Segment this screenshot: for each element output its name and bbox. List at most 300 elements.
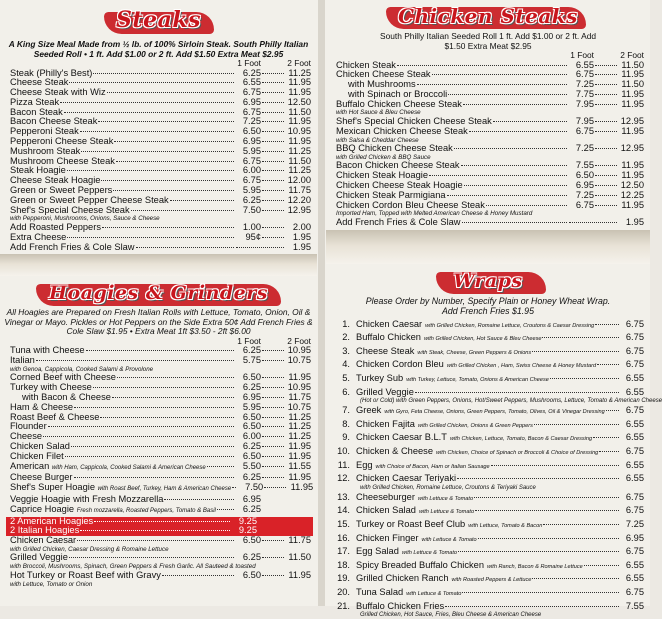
item-price: 6.55 bbox=[625, 573, 644, 584]
leader-dots bbox=[262, 417, 284, 418]
hoagies-banner bbox=[0, 278, 317, 308]
price-1-foot: 6.75 bbox=[242, 175, 261, 186]
wrap-item bbox=[326, 405, 650, 419]
price-1-foot: 6.50 bbox=[242, 126, 261, 137]
item-name-text: Hot Turkey or Roast Beef with Gravy bbox=[10, 569, 161, 580]
leader-dots bbox=[463, 104, 567, 105]
leader-dots bbox=[397, 65, 567, 66]
price-2-foot: 11.55 bbox=[288, 460, 311, 471]
item-name-text: Add Roasted Peppers bbox=[10, 221, 101, 232]
item-name: Greek bbox=[356, 405, 382, 416]
item-description: with Gyro, Feta Cheese, Onions, Green Peppers, Tomato, Olives, Oil & Vinegar Dressing bbox=[384, 409, 605, 416]
price-1-foot: 6.55 bbox=[575, 59, 594, 70]
item-name: Spicy Breaded Buffalo Chicken bbox=[356, 559, 484, 570]
menu-item bbox=[0, 536, 317, 546]
leader-dots bbox=[606, 410, 619, 411]
price-1-foot: 6.50 bbox=[242, 372, 261, 383]
leader-dots bbox=[262, 200, 284, 201]
price-1-foot: 5.95 bbox=[242, 185, 261, 196]
item-name: Chicken Caesar B.L.T bbox=[356, 432, 447, 443]
item-description: with Lettuce & Tomato bbox=[401, 550, 458, 557]
leader-dots bbox=[462, 222, 567, 223]
col-1-foot: 1 Foot bbox=[570, 50, 594, 60]
price-2-foot: 11.95 bbox=[288, 77, 311, 88]
leader-dots bbox=[164, 499, 234, 500]
price-1-foot: 6.00 bbox=[242, 165, 261, 176]
wrap-item bbox=[326, 319, 650, 333]
item-name-text: Shef's Super Hoagie bbox=[10, 482, 95, 493]
item-name-text: Green or Sweet Pepper Cheese Steak bbox=[10, 194, 169, 205]
item-name bbox=[336, 144, 453, 154]
col-1-foot: 1 Foot bbox=[237, 335, 261, 346]
steaks-title: Steaks bbox=[116, 7, 201, 33]
leader-dots bbox=[262, 557, 284, 558]
price-2-foot: 11.25 bbox=[288, 431, 311, 442]
item-price: 6.55 bbox=[625, 559, 644, 570]
item-name-text: Chicken Cheese Steak Hoagie bbox=[336, 179, 463, 190]
item-name-text: with Bacon & Cheese bbox=[22, 392, 111, 403]
item-name: Tuna Salad bbox=[356, 586, 404, 597]
leader-dots bbox=[595, 148, 617, 149]
item-description: with Grilled Chicken & BBQ Sauce bbox=[336, 153, 431, 161]
price-1-foot: 6.95 bbox=[242, 494, 261, 504]
price-2-foot: 11.95 bbox=[621, 160, 644, 171]
leader-dots bbox=[493, 121, 567, 122]
price-2-foot: 11.25 bbox=[288, 145, 311, 156]
item-name-text: Extra Cheese bbox=[10, 231, 67, 242]
item-description: with Lettuce, Tomato or Onion bbox=[10, 580, 93, 588]
item-name-text: Tuna with Cheese bbox=[10, 345, 85, 356]
item-number: 20. bbox=[337, 586, 350, 597]
leader-dots bbox=[94, 521, 230, 522]
item-name: Buffalo Chicken bbox=[356, 332, 421, 343]
item-description: with Ranch, Bacon & Romaine Lettuce bbox=[487, 563, 583, 570]
item-name-text: Pepperoni Steak bbox=[10, 126, 79, 137]
leader-dots bbox=[232, 487, 236, 488]
leader-dots bbox=[43, 436, 234, 437]
item-name-text: Pizza Steak bbox=[10, 96, 60, 107]
price-2-foot: 10.95 bbox=[287, 126, 311, 137]
leader-dots bbox=[262, 92, 284, 93]
wrap-item bbox=[326, 560, 650, 574]
col-2-foot: 2 Foot bbox=[287, 58, 311, 68]
leader-dots bbox=[584, 565, 619, 566]
price-1-foot: 6.95 bbox=[242, 392, 261, 403]
leader-dots bbox=[595, 121, 617, 122]
item-name bbox=[10, 356, 35, 366]
leader-dots bbox=[262, 387, 284, 388]
item-description: Imported Ham, Topped with Melted American Cheese & Honey Mustard bbox=[336, 210, 533, 218]
leader-dots bbox=[262, 446, 284, 447]
item-name bbox=[336, 201, 485, 211]
leader-dots bbox=[595, 74, 617, 75]
price-1-foot: 7.25 bbox=[575, 143, 594, 154]
leader-dots bbox=[447, 195, 567, 196]
price-2-foot: 10.95 bbox=[287, 345, 311, 356]
price-2-foot: 11.95 bbox=[621, 69, 644, 80]
price-1-foot: 6.95 bbox=[575, 179, 594, 190]
item-number: 15. bbox=[337, 518, 350, 529]
price-2-foot: 11.95 bbox=[621, 88, 644, 99]
item-number: 19. bbox=[337, 573, 350, 584]
item-name-text: Flounder bbox=[10, 421, 47, 432]
price-2-foot: 12.50 bbox=[287, 96, 311, 107]
item-name: Chicken Fajita bbox=[356, 418, 415, 429]
chicken-steaks-list bbox=[326, 61, 650, 228]
leader-dots bbox=[445, 606, 619, 607]
leader-dots bbox=[262, 210, 284, 211]
item-name-text: Shef's Special Chicken Cheese Steak bbox=[336, 115, 492, 126]
item-name-text: Chicken Salad bbox=[10, 441, 70, 452]
steaks-subtitle: A King Size Meal Made from ½ lb. of 100% Sirloin Steak. South Philly Italian Seeded Roll • 1 ft. Add $1.00 or 2 ft. Add $1.50 Extra Meat $2.95 bbox=[8, 39, 309, 59]
leader-dots bbox=[262, 237, 284, 238]
leader-dots bbox=[170, 200, 234, 201]
item-description: with Genoa, Cappicola, Cooked Salami & Provolone bbox=[10, 365, 154, 373]
leader-dots bbox=[81, 151, 234, 152]
price-1-foot: 6.25 bbox=[242, 382, 261, 393]
chicken-steaks-subtitle: South Philly Italian Seeded Roll 1 ft. Add $1.00 or 2 ft. Add $1.50 Extra Meat $2.95 bbox=[379, 31, 597, 51]
price-1-foot: 7.95 bbox=[575, 115, 594, 126]
price-2-foot: 11.50 bbox=[288, 155, 311, 166]
item-price: 6.75 bbox=[625, 359, 644, 370]
item-name-text: Add French Fries & Cole Slaw bbox=[10, 241, 135, 252]
leader-dots bbox=[543, 524, 619, 525]
price-1-foot: 6.00 bbox=[242, 431, 261, 442]
item-description: with Choice of Bacon, Ham or Italian Sausage bbox=[375, 463, 490, 470]
price-1-foot: 7.25 bbox=[575, 189, 594, 200]
price-2-foot: 11.95 bbox=[288, 441, 311, 452]
leader-dots bbox=[595, 65, 617, 66]
item-price: 6.75 bbox=[625, 546, 644, 557]
item-name-text: Chicken Cheese Steak bbox=[336, 69, 431, 80]
item-description: with Roast Beef, Turkey, Ham & American Cheese bbox=[97, 486, 232, 493]
menu-item bbox=[0, 206, 317, 216]
price-1-foot: 6.75 bbox=[575, 69, 594, 80]
item-description: with Grilled Chicken, Romaine Lettuce, Croutons & Caesar Dressing bbox=[425, 322, 595, 329]
item-name-text: Steak Hoagie bbox=[10, 165, 66, 176]
item-name-text: Bacon Steak bbox=[10, 106, 63, 117]
item-price: 6.75 bbox=[625, 586, 644, 597]
leader-dots bbox=[107, 92, 234, 93]
price-2-foot: 12.95 bbox=[287, 204, 311, 215]
leader-dots bbox=[432, 74, 567, 75]
item-name-text: Chicken Filet bbox=[10, 450, 64, 461]
leader-dots bbox=[262, 477, 284, 478]
price-2-foot: 12.50 bbox=[620, 179, 644, 190]
item-description: with Broccoli, Mushrooms, Spinach, Green Peppers & Fresh Garlic. All Sauteed & toasted bbox=[10, 563, 256, 571]
leader-dots bbox=[464, 185, 567, 186]
leader-dots bbox=[262, 350, 284, 351]
item-price: 7.55 bbox=[625, 600, 644, 611]
leader-dots bbox=[595, 84, 617, 85]
wrap-item bbox=[326, 432, 650, 446]
item-name: Grilled Chicken Ranch bbox=[356, 573, 449, 584]
price-1-foot: 6.75 bbox=[242, 155, 261, 166]
item-number: 13. bbox=[337, 491, 350, 502]
leader-dots bbox=[136, 247, 234, 248]
item-number: 2. bbox=[342, 332, 350, 343]
price-1-foot: 7.95 bbox=[575, 98, 594, 109]
item-description: with Chicken, Lettuce, Tomato, Bacon & Caesar Dressing bbox=[449, 436, 593, 443]
item-name: Chicken Cordon Bleu bbox=[356, 359, 444, 370]
item-name-text: Bacon Cheese Steak bbox=[10, 116, 98, 127]
item-price: 6.55 bbox=[625, 432, 644, 443]
leader-dots bbox=[599, 451, 619, 452]
menu-item bbox=[0, 346, 317, 356]
item-price: 6.75 bbox=[625, 345, 644, 356]
item-name-text: Shef's Special Cheese Steak bbox=[10, 204, 130, 215]
item-name-text: Chicken Steak bbox=[336, 59, 396, 70]
item-number: 11. bbox=[337, 459, 350, 470]
leader-dots bbox=[429, 175, 567, 176]
food-photo bbox=[0, 254, 317, 276]
item-description: with Grilled Chicken, Hot Sauce & Bleu Cheese bbox=[423, 336, 542, 343]
leader-dots bbox=[262, 466, 284, 467]
price-2-foot: 11.75 bbox=[288, 185, 311, 196]
item-description: with Grilled Chicken, Romaine Lettuce, Croutons & Teriyaki Sauce bbox=[360, 484, 536, 491]
leader-dots bbox=[93, 73, 234, 74]
price-2-foot: 11.25 bbox=[288, 421, 311, 432]
price-1-foot: 6.25 bbox=[242, 472, 261, 483]
wrap-item bbox=[326, 519, 650, 533]
item-name-text: Italian bbox=[10, 355, 35, 366]
leader-dots bbox=[236, 247, 284, 248]
wrap-item bbox=[326, 346, 650, 360]
leader-dots bbox=[60, 102, 234, 103]
price-2-foot: 11.50 bbox=[621, 59, 644, 70]
item-name: Buffalo Chicken Fries bbox=[356, 600, 445, 611]
wrap-item bbox=[326, 419, 650, 433]
leader-dots bbox=[461, 165, 567, 166]
leader-dots bbox=[36, 360, 234, 361]
price-2-foot: 10.75 bbox=[287, 401, 311, 412]
item-number: 12. bbox=[337, 473, 350, 484]
leader-dots bbox=[131, 210, 234, 211]
leader-dots bbox=[69, 82, 234, 83]
leader-dots bbox=[114, 141, 234, 142]
price-1-foot: 6.25 bbox=[242, 194, 261, 205]
leader-dots bbox=[569, 222, 617, 223]
menu-item bbox=[0, 553, 317, 563]
leader-dots bbox=[93, 387, 234, 388]
wrap-item bbox=[326, 573, 650, 587]
menu-item bbox=[0, 413, 317, 423]
leader-dots bbox=[542, 337, 619, 338]
item-name-text: Turkey with Cheese bbox=[10, 382, 92, 393]
leader-dots bbox=[98, 121, 234, 122]
item-name-text: 2 American Hoagies bbox=[10, 515, 94, 526]
leader-dots bbox=[262, 377, 284, 378]
leader-dots bbox=[262, 540, 284, 541]
item-price: 6.55 bbox=[625, 459, 644, 470]
leader-dots bbox=[262, 161, 284, 162]
item-name-text: Chicken Steak Hoagie bbox=[336, 170, 428, 181]
leader-dots bbox=[417, 84, 567, 85]
item-name-text: Cheese bbox=[10, 431, 43, 442]
hoagies-list bbox=[0, 346, 317, 588]
item-name-text: Grilled Veggie bbox=[10, 552, 68, 563]
price-2-foot: 11.95 bbox=[288, 472, 311, 483]
leader-dots bbox=[262, 436, 284, 437]
price-2-foot: 10.95 bbox=[287, 382, 311, 393]
price-1-foot: 6.25 bbox=[242, 345, 261, 356]
leader-dots bbox=[65, 456, 234, 457]
leader-dots bbox=[262, 131, 284, 132]
leader-dots bbox=[532, 578, 619, 579]
item-name-text: 2 Italian Hoagies bbox=[10, 525, 80, 536]
leader-dots bbox=[262, 82, 284, 83]
item-price: 6.95 bbox=[625, 532, 644, 543]
item-name-text: Corned Beef with Cheese bbox=[10, 372, 116, 383]
item-name: Chicken & Cheese bbox=[356, 446, 433, 456]
item-name-text: Veggie Hoagie with Fresh Mozzarella bbox=[10, 494, 164, 504]
leader-dots bbox=[595, 131, 617, 132]
menu-item bbox=[326, 218, 650, 228]
item-description: with Lettuce & Tomato bbox=[417, 495, 474, 502]
leader-dots bbox=[595, 195, 617, 196]
item-description: with Grilled Chicken , Ham, Swiss Cheese & Honey Mustard bbox=[446, 363, 597, 370]
wrap-item bbox=[326, 387, 650, 399]
item-number: 7. bbox=[342, 405, 350, 416]
wraps-title: Wraps bbox=[453, 269, 523, 292]
price-2-foot: 11.50 bbox=[288, 552, 311, 563]
item-price: 7.25 bbox=[625, 518, 644, 529]
item-number: 5. bbox=[342, 373, 350, 384]
price-2-foot: 11.25 bbox=[288, 411, 311, 422]
item-description: with Steak, Cheese, Green Peppers & Onions bbox=[417, 349, 532, 356]
item-price: 6.75 bbox=[625, 318, 644, 329]
item-number: 6. bbox=[342, 386, 350, 397]
item-name-text: Mushroom Steak bbox=[10, 145, 81, 156]
menu-item bbox=[326, 100, 650, 110]
price-2-foot: 11.95 bbox=[290, 482, 314, 493]
leader-dots bbox=[262, 180, 284, 181]
price-2-foot: 11.95 bbox=[621, 98, 644, 109]
price-2-foot: 12.95 bbox=[620, 115, 644, 126]
item-name-text: Steak (Philly's Best) bbox=[10, 67, 93, 78]
item-description: with Lettuce & Tomato bbox=[406, 590, 462, 597]
item-name-text: American bbox=[10, 460, 50, 471]
price-1-foot: 9.25 bbox=[238, 525, 257, 536]
col-1-foot: 1 Foot bbox=[237, 58, 261, 68]
price-1-foot: 95¢ bbox=[245, 231, 261, 242]
leader-dots bbox=[262, 141, 284, 142]
item-description: with Ham, Cappicola, Cooked Salami & American Cheese bbox=[51, 464, 206, 471]
wrap-item bbox=[326, 446, 650, 460]
item-name-text: Cheese Burger bbox=[10, 472, 73, 483]
price-1-foot: 6.50 bbox=[242, 450, 261, 461]
leader-dots bbox=[262, 227, 284, 228]
leader-dots bbox=[67, 170, 234, 171]
leader-dots bbox=[595, 165, 617, 166]
menu-item bbox=[0, 356, 317, 366]
item-description: with Grilled Chicken, Onions & Green Peppers bbox=[417, 422, 533, 429]
leader-dots bbox=[595, 205, 617, 206]
item-name: Turkey Sub bbox=[356, 373, 404, 384]
item-name bbox=[10, 536, 76, 546]
leader-dots bbox=[262, 121, 284, 122]
item-name bbox=[336, 127, 468, 137]
item-name bbox=[10, 243, 135, 253]
item-price: 6.75 bbox=[625, 332, 644, 343]
price-1-foot: 1.00 bbox=[242, 221, 261, 232]
steaks-extras bbox=[0, 223, 317, 252]
chicken-steaks-banner bbox=[326, 0, 650, 32]
item-name-text: Mexican Chicken Cheese Steak bbox=[336, 125, 468, 136]
price-2-foot: 11.25 bbox=[288, 67, 311, 78]
price-1-foot: 5.95 bbox=[242, 145, 261, 156]
leader-dots bbox=[475, 510, 619, 511]
leader-dots bbox=[262, 456, 284, 457]
item-price: 6.55 bbox=[625, 473, 644, 484]
price-2-foot: 11.75 bbox=[288, 535, 311, 546]
wrap-item bbox=[326, 546, 650, 560]
item-name bbox=[336, 100, 462, 110]
leader-dots bbox=[101, 180, 234, 181]
leader-dots bbox=[71, 446, 234, 447]
item-name: Grilled Veggie bbox=[356, 386, 414, 397]
item-name-text: Add French Fries & Cole Slaw bbox=[336, 216, 461, 227]
hoagies-subtitle: All Hoagies are Prepared on Fresh Italian Rolls with Lettuce, Tomato, Onion, Oil & Vinegar or Mayo. Pickles or Hot Peppers on the Side Extra 50¢ Add French Fries & Cole Slaw $1.95 • Extra Meat 1ft $3.50 - 2ft $6.00 bbox=[4, 307, 313, 337]
item-name bbox=[10, 206, 130, 216]
price-1-foot: 6.50 bbox=[242, 411, 261, 422]
leader-dots bbox=[474, 497, 619, 498]
item-price: 6.75 bbox=[625, 491, 644, 502]
leader-dots bbox=[112, 397, 234, 398]
leader-dots bbox=[262, 170, 284, 171]
price-2-foot: 10.75 bbox=[287, 355, 311, 366]
item-name bbox=[336, 218, 461, 228]
price-1-foot: 6.95 bbox=[242, 96, 261, 107]
item-name-text: Roast Beef & Cheese bbox=[10, 411, 100, 422]
item-name: Egg Salad bbox=[356, 546, 399, 557]
menu-item bbox=[326, 144, 650, 154]
hoagies-title: Hoagies & Grinders bbox=[49, 282, 268, 305]
leader-dots bbox=[80, 131, 234, 132]
leader-dots bbox=[593, 437, 619, 438]
leader-dots bbox=[595, 104, 617, 105]
item-description: with Roasted Peppers & Lettuce bbox=[451, 577, 532, 584]
price-1-foot: 6.25 bbox=[242, 67, 261, 78]
leader-dots bbox=[262, 102, 284, 103]
item-name: Chicken Caesar Teriyaki bbox=[356, 473, 457, 484]
col-2-foot: 2 Foot bbox=[620, 50, 644, 60]
leader-dots bbox=[462, 592, 619, 593]
menu-item bbox=[0, 422, 317, 432]
leader-dots bbox=[262, 360, 284, 361]
item-number: 10. bbox=[337, 446, 350, 456]
item-name-text: BBQ Chicken Cheese Steak bbox=[336, 143, 453, 154]
menu-item bbox=[0, 243, 317, 253]
item-description: with Turkey, Lettuce, Tomato, Onions & American Cheese bbox=[406, 377, 549, 384]
col-2-foot: 2 Foot bbox=[287, 335, 311, 346]
price-1-foot: 6.50 bbox=[242, 421, 261, 432]
leader-dots bbox=[262, 407, 284, 408]
item-name-text: Chicken Cordon Bleu Cheese Steak bbox=[336, 199, 485, 210]
item-description: Grilled Chicken, Hot Sauce, Fries, Bleu Cheese & American Cheese bbox=[360, 612, 542, 619]
item-name: Cheeseburger bbox=[356, 491, 415, 502]
price-2-foot: 1.95 bbox=[292, 231, 311, 242]
item-name-text: with Spinach or Broccoli bbox=[348, 88, 448, 99]
item-name bbox=[10, 571, 161, 581]
price-2-foot: 1.95 bbox=[292, 241, 311, 252]
price-1-foot: 6.75 bbox=[242, 106, 261, 117]
price-2-foot: 11.75 bbox=[288, 392, 311, 403]
leader-dots bbox=[69, 557, 234, 558]
item-name-text: Ham & Cheese bbox=[10, 401, 74, 412]
wraps-list bbox=[326, 318, 662, 619]
price-2-foot: 11.95 bbox=[288, 87, 311, 98]
